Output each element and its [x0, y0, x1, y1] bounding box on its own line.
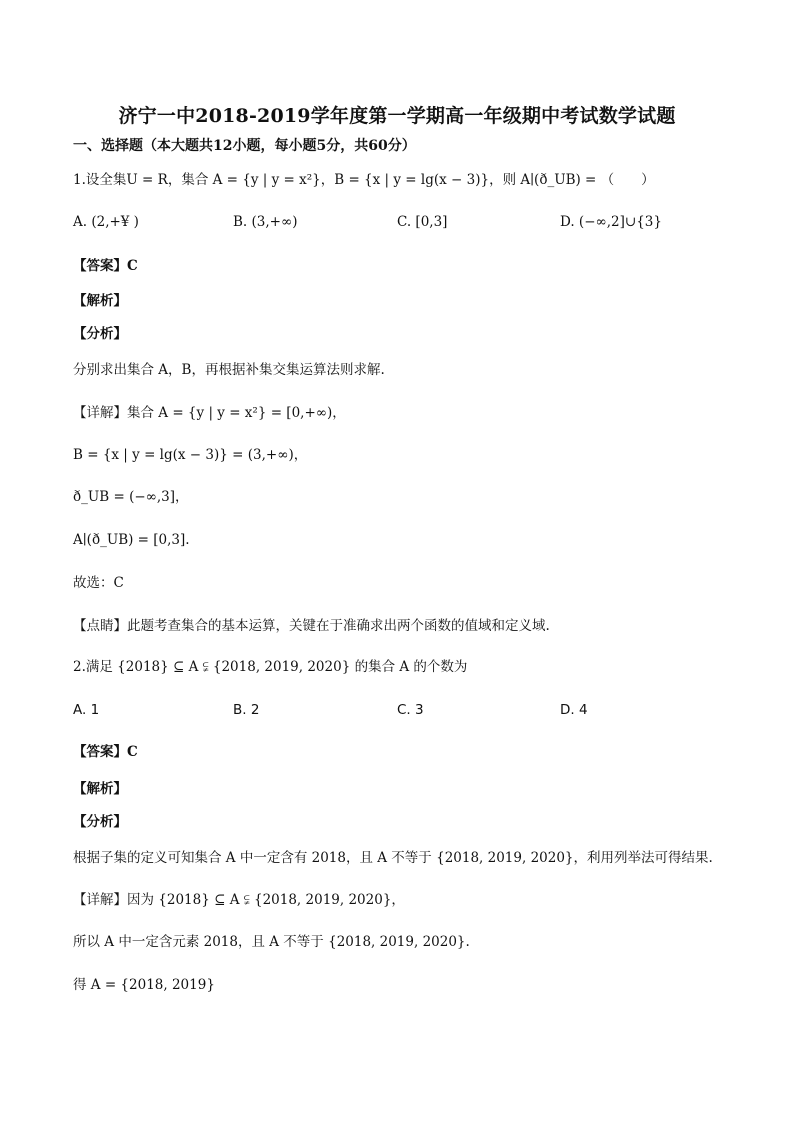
- q1-choice: 故选：C: [73, 575, 124, 591]
- q1-detail-1: 【详解】集合 A = {y | y = x²} = [0,+∞)，: [73, 405, 346, 421]
- section-heading: 一、选择题（本大题共12小题，每小题5分，共60分）: [73, 138, 416, 154]
- q2-answer: 【答案】C: [73, 744, 138, 760]
- q1-analysis-label: 【解析】: [73, 293, 127, 309]
- question-2-stem: 2.满足 {2018} ⊆ A ⫋ {2018, 2019, 2020} 的集合 A 的个数为: [73, 659, 468, 675]
- q1-option-d: D. (−∞,2]∪{3}: [560, 214, 662, 230]
- q2-analysis-text: 根据子集的定义可知集合 A 中一定含有 2018，且 A 不等于 {2018, 2019, 2020}，利用列举法可得结果.: [73, 850, 713, 866]
- q1-option-c: C. [0,3]: [397, 214, 448, 230]
- q1-analysis-text: 分别求出集合 A，B，再根据补集交集运算法则求解.: [73, 362, 385, 378]
- q1-detail-2: B = {x | y = lg(x − 3)} = (3,+∞)，: [73, 447, 308, 463]
- q1-comment: 【点睛】此题考查集合的基本运算，关键在于准确求出两个函数的值域和定义域.: [73, 618, 550, 634]
- q2-analysis-label: 【解析】: [73, 781, 127, 797]
- q1-option-a: A. (2,+¥ ): [73, 214, 139, 230]
- q2-option-a: A. 1: [73, 702, 100, 718]
- q2-analysis-sub: 【分析】: [73, 814, 127, 830]
- q1-detail-4: A∣(ð_UB) = [0,3].: [73, 532, 190, 548]
- q2-detail-1: 【详解】因为 {2018} ⊆ A ⫋ {2018, 2019, 2020}，: [73, 892, 405, 908]
- q2-option-c: C. 3: [397, 702, 424, 718]
- question-1-stem: 1.设全集U = R，集合 A = {y | y = x²}，B = {x | y = lg(x − 3)}，则 A∣(ð_UB) = （ ）: [73, 172, 655, 188]
- page-title: 济宁一中2018-2019学年度第一学期高一年级期中考试数学试题: [118, 105, 676, 127]
- q2-detail-2: 所以 A 中一定含元素 2018，且 A 不等于 {2018, 2019, 2020}.: [73, 934, 470, 950]
- q2-detail-3: 得 A = {2018, 2019}: [73, 977, 215, 993]
- q1-answer: 【答案】C: [73, 258, 138, 274]
- q2-option-b: B. 2: [233, 702, 260, 718]
- q2-option-d: D. 4: [560, 702, 588, 718]
- q1-analysis-sub: 【分析】: [73, 326, 127, 342]
- q1-option-b: B. (3,+∞): [233, 214, 298, 230]
- q1-detail-3: ð_UB = (−∞,3]，: [73, 489, 189, 505]
